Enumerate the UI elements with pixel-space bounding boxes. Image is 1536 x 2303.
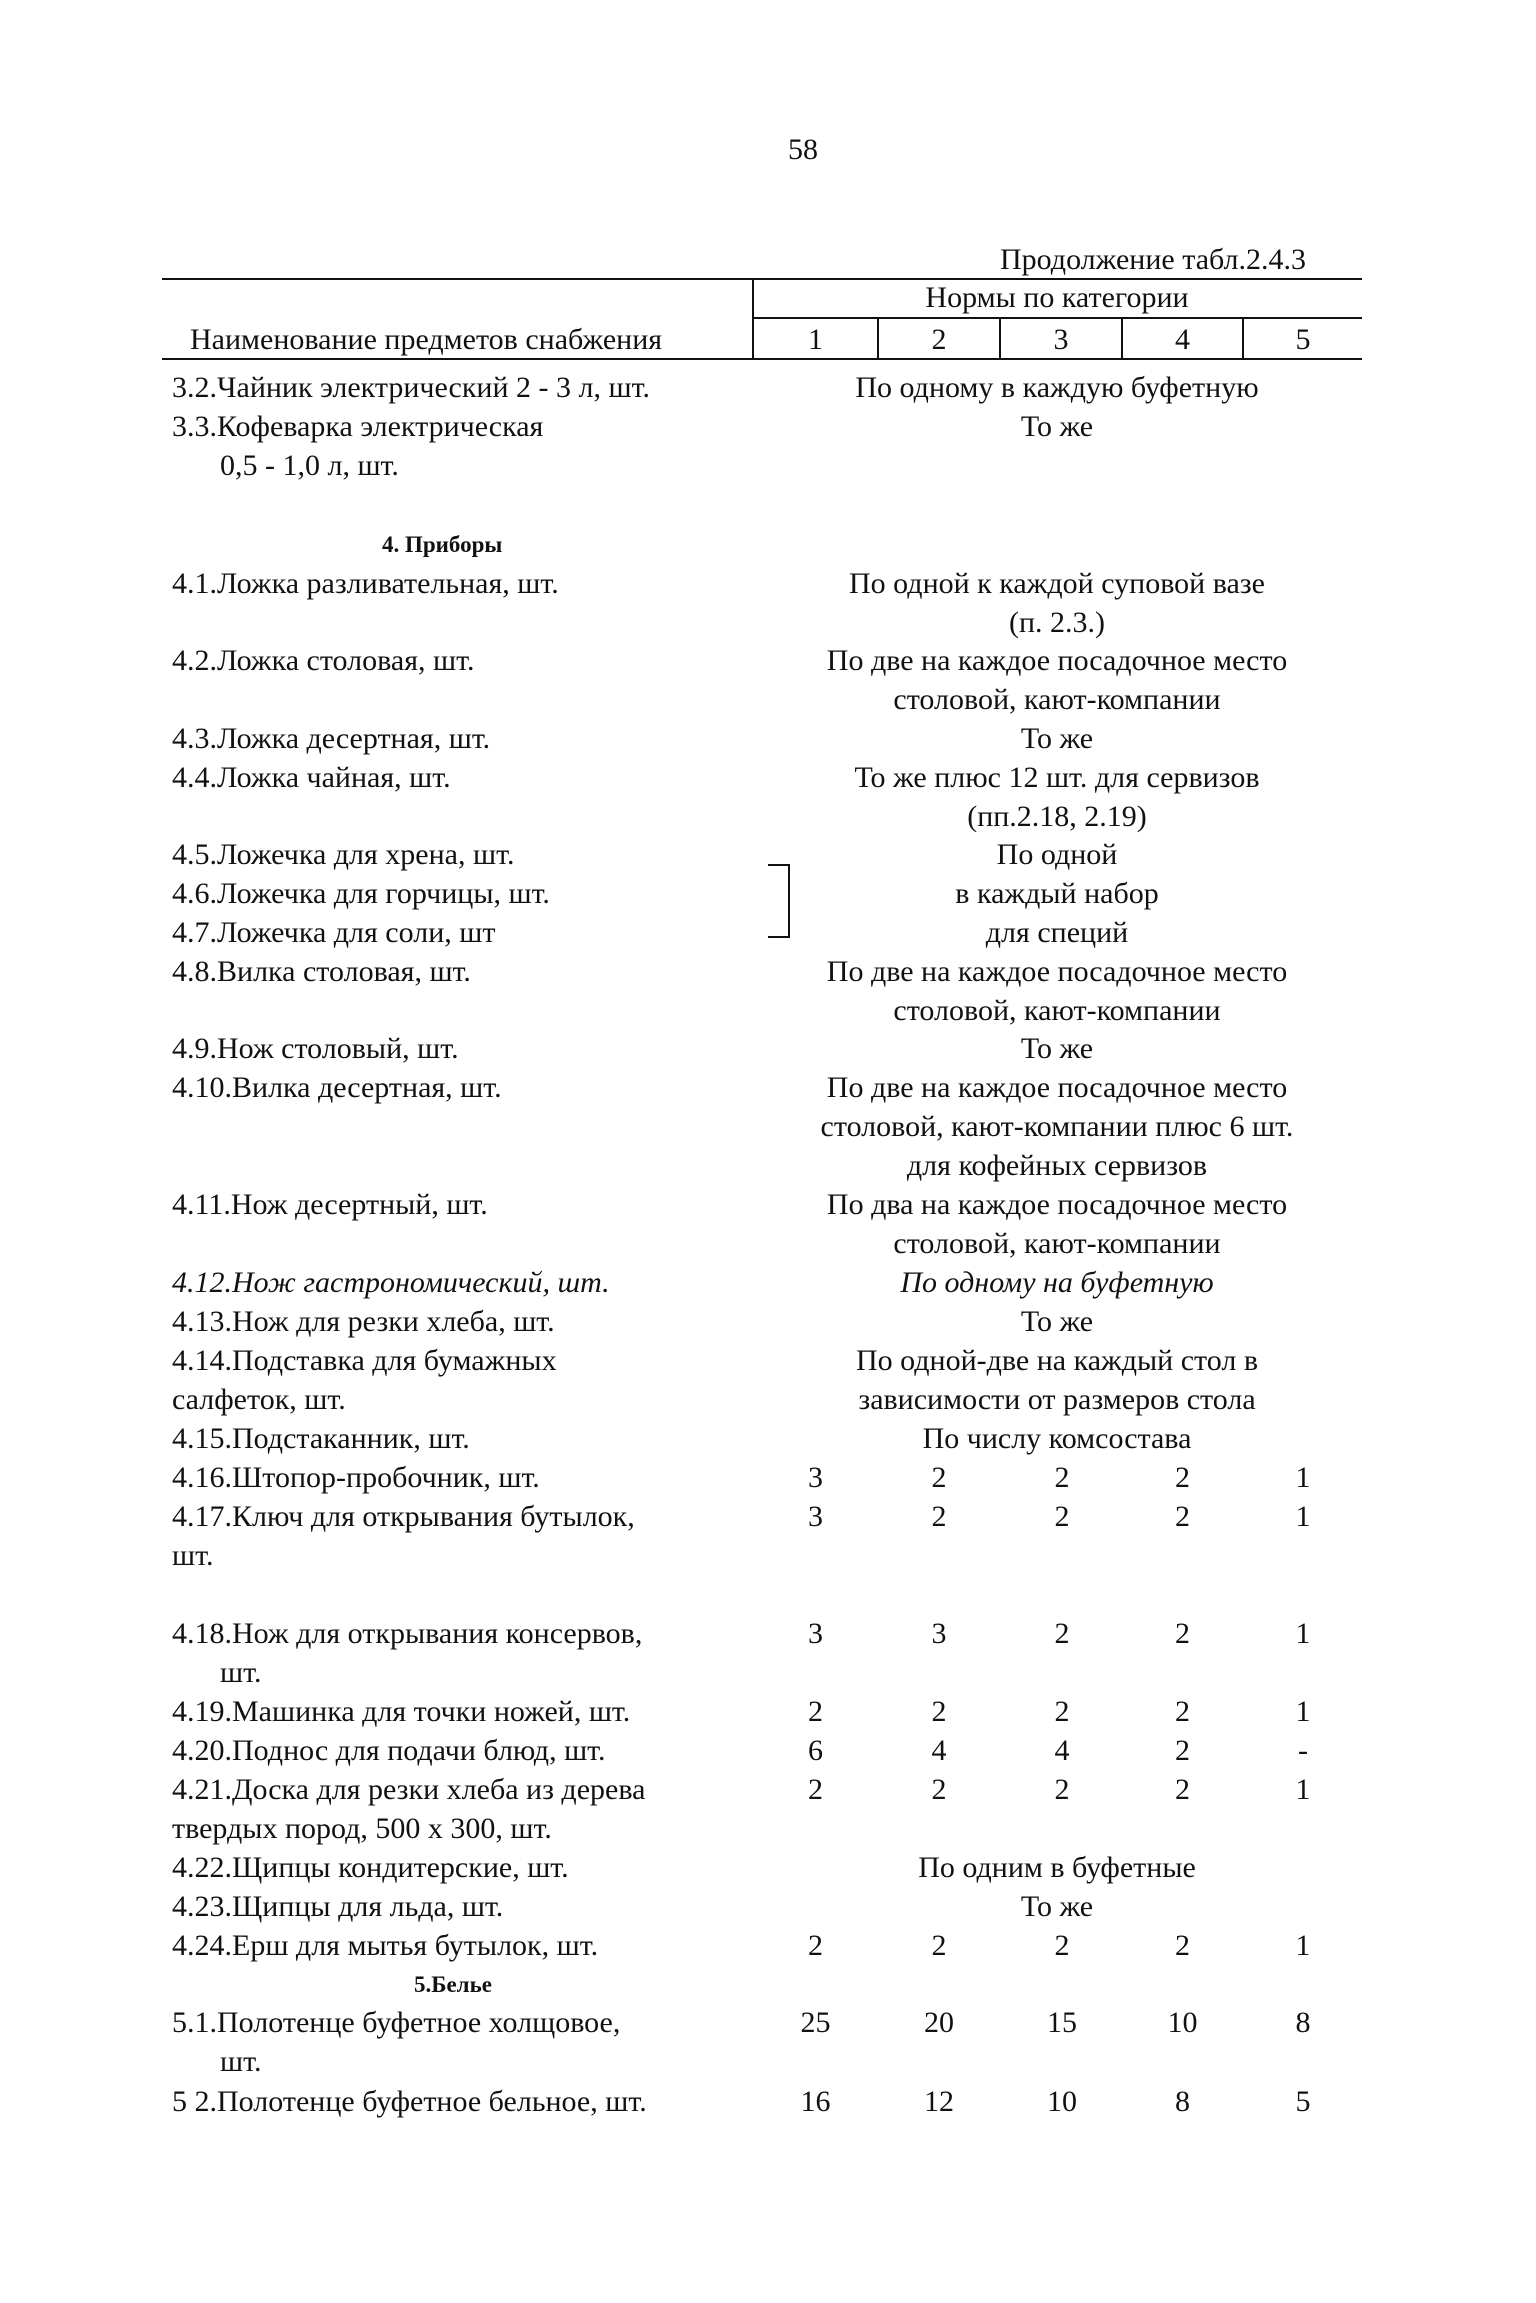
norm-value-cat-2: 2 bbox=[931, 1773, 947, 1806]
norm-description: (пп.2.18, 2.19) bbox=[967, 800, 1147, 833]
norm-description: в каждый набор bbox=[955, 877, 1159, 910]
item-name: 4.10.Вилка десертная, шт. bbox=[172, 1071, 502, 1104]
item-name: 4.6.Ложечка для горчицы, шт. bbox=[172, 877, 550, 910]
item-name: 4.11.Нож десертный, шт. bbox=[172, 1188, 488, 1221]
norm-description: То же bbox=[1020, 410, 1094, 443]
item-name: 5 2.Полотенце буфетное бельное, шт. bbox=[172, 2085, 647, 2118]
item-name: 4.23.Щипцы для льда, шт. bbox=[172, 1890, 504, 1923]
norm-value-cat-3: 10 bbox=[1047, 2085, 1077, 2118]
norm-description: для кофейных сервизов bbox=[906, 1149, 1208, 1182]
norm-value-cat-1: 2 bbox=[808, 1773, 823, 1806]
norm-value-cat-4: 2 bbox=[1175, 1695, 1190, 1728]
item-name: 4.22.Щипцы кондитерские, шт. bbox=[172, 1851, 569, 1884]
norm-value-cat-1: 2 bbox=[808, 1929, 823, 1962]
norm-description: По две на каждое посадочное место bbox=[826, 1071, 1288, 1104]
item-name: 5.1.Полотенце буфетное холщовое, bbox=[172, 2006, 621, 2039]
norm-description: столовой, кают-компании плюс 6 шт. bbox=[820, 1110, 1294, 1143]
norm-value-cat-5: 5 bbox=[1295, 2085, 1311, 2118]
norm-value-cat-4: 2 bbox=[1175, 1500, 1190, 1533]
norm-description: То же bbox=[1020, 1890, 1094, 1923]
norm-value-cat-1: 6 bbox=[808, 1734, 823, 1767]
norm-value-cat-3: 2 bbox=[1054, 1773, 1070, 1806]
item-name: 4.16.Штопор-пробочник, шт. bbox=[172, 1461, 540, 1494]
item-name: 4.1.Ложка разливательная, шт. bbox=[172, 567, 559, 600]
norm-value-cat-2: 12 bbox=[924, 2085, 954, 2118]
header-category-5: 5 bbox=[1295, 323, 1311, 356]
norm-value-cat-5: 1 bbox=[1295, 1695, 1311, 1728]
norm-value-cat-2: 2 bbox=[931, 1500, 947, 1533]
norm-value-cat-3: 4 bbox=[1054, 1734, 1070, 1767]
header-category-1: 1 bbox=[808, 323, 823, 356]
item-name: салфеток, шт. bbox=[172, 1383, 346, 1416]
norm-value-cat-2: 20 bbox=[924, 2006, 954, 2039]
header-name-column: Наименование предметов снабжения bbox=[190, 323, 663, 356]
item-name: 4.7.Ложечка для соли, шт bbox=[172, 916, 496, 949]
item-name: твердых пород, 500 х 300, шт. bbox=[172, 1812, 552, 1845]
item-name: шт. bbox=[220, 1656, 262, 1689]
norm-description: для специй bbox=[985, 916, 1129, 949]
norm-value-cat-5: 1 bbox=[1295, 1929, 1311, 1962]
header-category-4: 4 bbox=[1175, 323, 1190, 356]
norm-description: То же bbox=[1020, 722, 1094, 755]
item-name: шт. bbox=[172, 1539, 214, 1572]
norm-description: То же bbox=[1020, 1305, 1094, 1338]
header-category-3: 3 bbox=[1053, 323, 1069, 356]
norm-value-cat-1: 16 bbox=[800, 2085, 831, 2118]
norm-value-cat-3: 15 bbox=[1047, 2006, 1077, 2039]
item-name: 4.4.Ложка чайная, шт. bbox=[172, 761, 451, 794]
norm-description: столовой, кают-компании bbox=[893, 683, 1221, 716]
norm-value-cat-1: 3 bbox=[808, 1617, 823, 1650]
section-heading: 4. Приборы bbox=[382, 532, 503, 557]
item-name: 4.13.Нож для резки хлеба, шт. bbox=[172, 1305, 555, 1338]
item-name: 4.14.Подставка для бумажных bbox=[172, 1344, 557, 1377]
item-name: 4.19.Машинка для точки ножей, шт. bbox=[172, 1695, 631, 1728]
norm-value-cat-2: 2 bbox=[931, 1695, 947, 1728]
norm-value-cat-4: 2 bbox=[1175, 1929, 1190, 1962]
item-name: 4.9.Нож столовый, шт. bbox=[172, 1032, 459, 1065]
norm-description: По два на каждое посадочное место bbox=[826, 1188, 1288, 1221]
item-name: 4.21.Доска для резки хлеба из дерева bbox=[172, 1773, 646, 1806]
norm-description: По одному на буфетную bbox=[900, 1266, 1214, 1299]
norm-description: По одному в каждую буфетную bbox=[855, 371, 1259, 404]
header-norms-title: Нормы по категории bbox=[925, 281, 1189, 314]
norm-value-cat-3: 2 bbox=[1054, 1500, 1070, 1533]
norm-value-cat-5: 1 bbox=[1295, 1617, 1311, 1650]
norm-description: (п. 2.3.) bbox=[1008, 606, 1106, 639]
norm-value-cat-1: 2 bbox=[808, 1695, 823, 1728]
section-heading: 5.Белье bbox=[414, 1972, 492, 1997]
header-category-2: 2 bbox=[931, 323, 947, 356]
norm-value-cat-1: 3 bbox=[808, 1500, 823, 1533]
item-name: 4.5.Ложечка для хрена, шт. bbox=[172, 838, 515, 871]
norm-value-cat-4: 2 bbox=[1175, 1773, 1190, 1806]
norm-value-cat-2: 3 bbox=[931, 1617, 947, 1650]
item-name: 4.3.Ложка десертная, шт. bbox=[172, 722, 491, 755]
norm-description: По две на каждое посадочное место bbox=[826, 644, 1288, 677]
norm-value-cat-4: 8 bbox=[1175, 2085, 1190, 2118]
norm-value-cat-4: 10 bbox=[1167, 2006, 1198, 2039]
item-name: 3.2.Чайник электрический 2 - 3 л, шт. bbox=[172, 371, 650, 404]
header-mid-rule bbox=[752, 317, 1362, 319]
item-name: 4.17.Ключ для открывания бутылок, bbox=[172, 1500, 635, 1533]
norm-value-cat-3: 2 bbox=[1054, 1617, 1070, 1650]
norm-value-cat-2: 2 bbox=[931, 1929, 947, 1962]
item-name: 4.24.Ерш для мытья бутылок, шт. bbox=[172, 1929, 599, 1962]
norm-value-cat-5: 1 bbox=[1295, 1500, 1311, 1533]
norm-description: То же bbox=[1020, 1032, 1094, 1065]
header-bottom-rule bbox=[162, 358, 1362, 360]
norm-value-cat-5: - bbox=[1298, 1734, 1308, 1767]
item-name: 4.8.Вилка столовая, шт. bbox=[172, 955, 471, 988]
norm-value-cat-4: 2 bbox=[1175, 1461, 1190, 1494]
norm-value-cat-5: 8 bbox=[1295, 2006, 1311, 2039]
item-name: 4.15.Подстаканник, шт. bbox=[172, 1422, 470, 1455]
norm-description: зависимости от размеров стола bbox=[858, 1383, 1256, 1416]
item-name: 4.2.Ложка столовая, шт. bbox=[172, 644, 475, 677]
norm-value-cat-3: 2 bbox=[1054, 1929, 1070, 1962]
norm-value-cat-5: 1 bbox=[1295, 1773, 1311, 1806]
norm-description: По две на каждое посадочное место bbox=[826, 955, 1288, 988]
norm-value-cat-1: 3 bbox=[808, 1461, 823, 1494]
page-number: 58 bbox=[788, 133, 818, 166]
item-name: 4.18.Нож для открывания консервов, bbox=[172, 1617, 643, 1650]
norm-description: По одной к каждой суповой вазе bbox=[849, 567, 1265, 600]
norm-description: По одной-две на каждый стол в bbox=[855, 1344, 1258, 1377]
item-name: 0,5 - 1,0 л, шт. bbox=[220, 449, 399, 482]
norm-value-cat-2: 2 bbox=[931, 1461, 947, 1494]
norm-value-cat-3: 2 bbox=[1054, 1461, 1070, 1494]
norm-description: столовой, кают-компании bbox=[893, 994, 1221, 1027]
norm-value-cat-1: 25 bbox=[800, 2006, 831, 2039]
norm-value-cat-2: 4 bbox=[931, 1734, 947, 1767]
continuation-label: Продолжение табл.2.4.3 bbox=[1000, 243, 1306, 276]
norm-description: По числу комсостава bbox=[922, 1422, 1192, 1455]
norm-description: По одним в буфетные bbox=[918, 1851, 1196, 1884]
norm-description: То же плюс 12 шт. для сервизов bbox=[854, 761, 1260, 794]
norm-value-cat-5: 1 bbox=[1295, 1461, 1311, 1494]
item-name: 3.3.Кофеварка электрическая bbox=[172, 410, 544, 443]
norm-description: По одной bbox=[996, 838, 1118, 871]
item-name: 4.20.Поднос для подачи блюд, шт. bbox=[172, 1734, 606, 1767]
item-name: 4.12.Нож гастрономический, шт. bbox=[172, 1266, 610, 1299]
norm-value-cat-4: 2 bbox=[1175, 1617, 1190, 1650]
item-name: шт. bbox=[220, 2045, 262, 2078]
norm-value-cat-3: 2 bbox=[1054, 1695, 1070, 1728]
norm-value-cat-4: 2 bbox=[1175, 1734, 1190, 1767]
norm-description: столовой, кают-компании bbox=[893, 1227, 1221, 1260]
